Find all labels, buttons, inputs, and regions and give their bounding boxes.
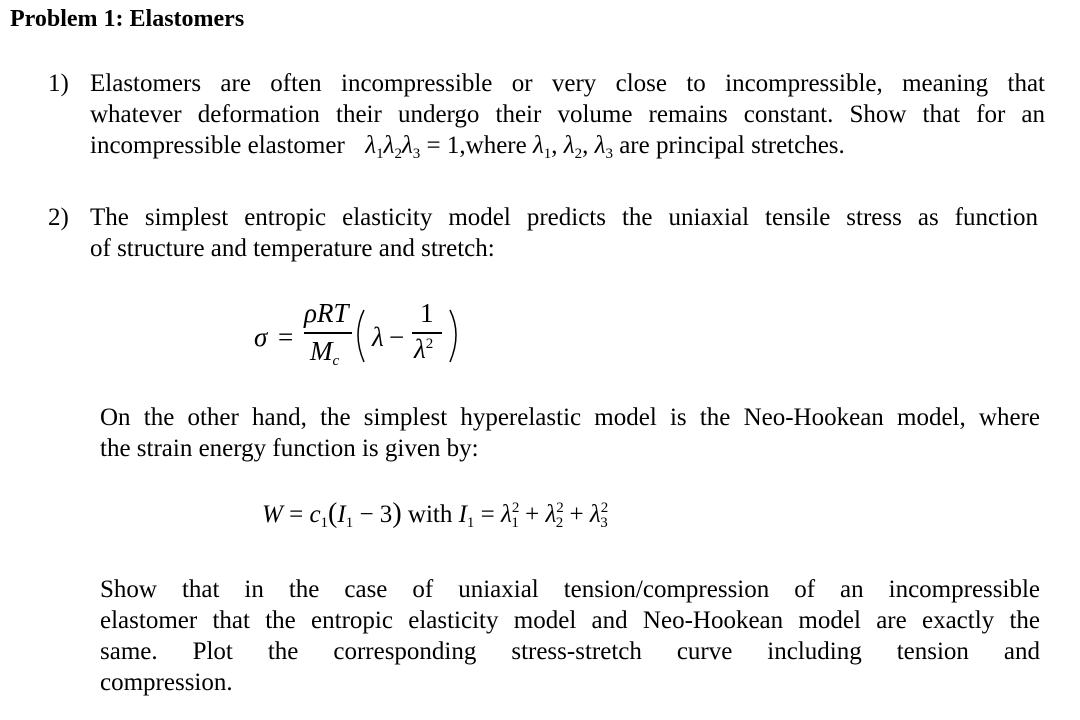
with-word: with bbox=[407, 501, 453, 528]
final-line-3: same. Plot the corresponding stress-stretch curve including tension and bbox=[100, 638, 1040, 665]
item-2-hyper-line-1: On the other hand, the simplest hyperelastic model is the Neo-Hookean model, where bbox=[100, 404, 1040, 431]
item-2-line-2: of structure and temperature and stretch: bbox=[90, 235, 495, 262]
inner-denominator: $\lambda^2$ bbox=[414, 334, 434, 364]
item-2-number: 2) bbox=[48, 204, 69, 231]
fraction-numerator: ρRT bbox=[304, 298, 349, 328]
fraction-denominator: $M_c$ bbox=[310, 336, 340, 369]
final-line-4: compression. bbox=[100, 669, 233, 696]
neo-hookean-intro-paragraph bbox=[100, 402, 1040, 464]
entropic-stress-equation bbox=[254, 296, 474, 376]
inner-numerator: 1 bbox=[420, 298, 434, 328]
item-1-line-2: whatever deformation their undergo their volume remains constant. Show that for an bbox=[90, 101, 1045, 128]
item-1-paragraph bbox=[90, 68, 1045, 161]
neo-hookean-equation: $W = c_1(I_1 - 3)$ with $I_1 = \lambda^2_1 + \lambda^2_2 + \lambda^2_3$ bbox=[262, 498, 609, 531]
item-1-line-3 bbox=[90, 130, 1045, 161]
item-1-line-3-prefix: incompressible elastomer bbox=[90, 132, 345, 159]
item-1-line-3-middle: ,where bbox=[459, 132, 527, 159]
item-1-line-1: Elastomers are often incompressible or very close to incompressible, meaning that bbox=[90, 70, 1045, 97]
equals-sign: = bbox=[278, 322, 294, 352]
final-line-1: Show that in the case of uniaxial tension/compression of an incompressible bbox=[100, 576, 1040, 603]
principal-stretches-list: $\lambda_1$, $\lambda_2$, $\lambda_3$ bbox=[532, 132, 613, 162]
item-1-line-3-suffix: are principal stretches. bbox=[619, 132, 845, 159]
minus-sign: − bbox=[389, 322, 405, 352]
lambda-term: λ bbox=[372, 322, 384, 352]
final-task-paragraph bbox=[100, 574, 1040, 698]
item-2-hyper-line-2: the strain energy function is given by: bbox=[100, 435, 479, 462]
parentheses-graphic bbox=[254, 296, 474, 376]
item-1-number: 1) bbox=[48, 70, 69, 97]
problem-title: Problem 1: Elastomers bbox=[10, 6, 245, 32]
sigma-symbol: σ bbox=[254, 322, 268, 352]
incompressibility-equation: $\lambda_1\lambda_2\lambda_3 = 1$ bbox=[365, 132, 460, 162]
item-2-intro-paragraph bbox=[90, 202, 1038, 264]
final-line-2: elastomer that the entropic elasticity model and Neo-Hookean model are exactly the bbox=[100, 607, 1040, 634]
item-2-line-1: The simplest entropic elasticity model predicts the uniaxial tensile stress as function bbox=[90, 204, 1038, 231]
